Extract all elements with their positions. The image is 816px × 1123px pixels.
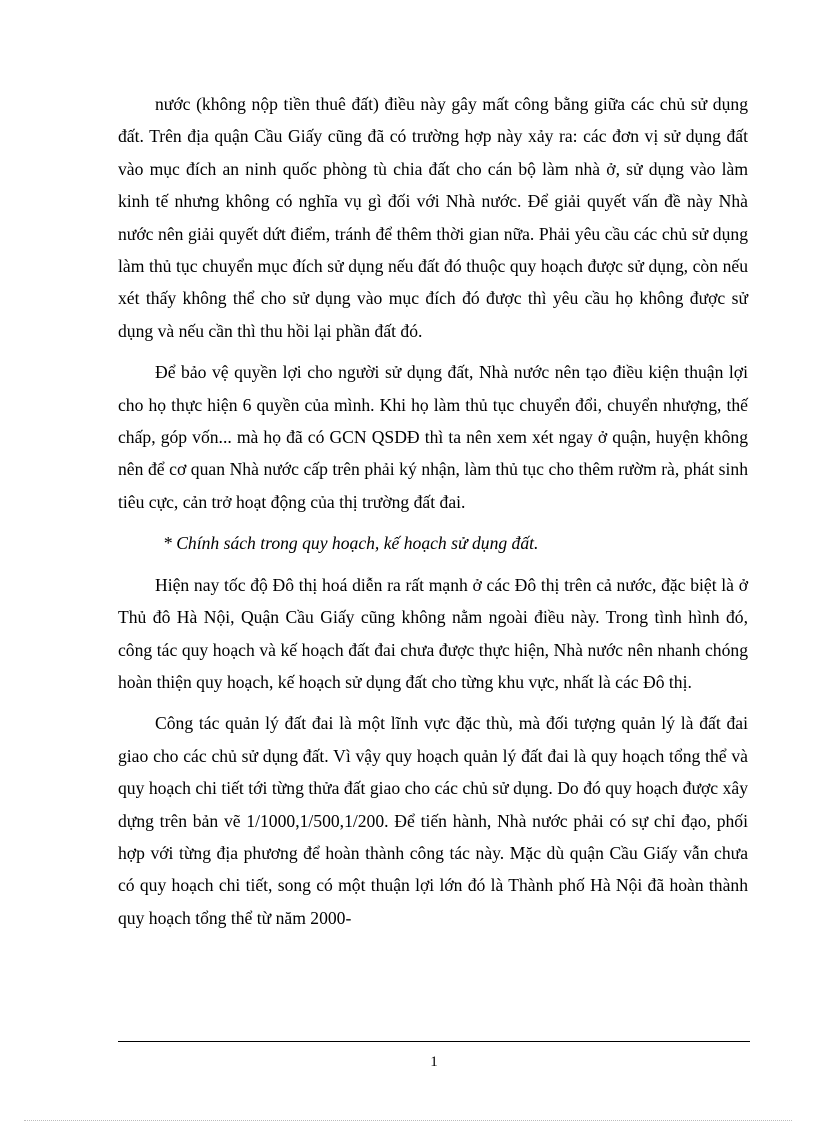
page-number: 1 [430,1054,438,1070]
paragraph-3: Hiện nay tốc độ Đô thị hoá diễn ra rất mạnh ở các Đô thị trên cả nước, đặc biệt là ở Thủ đô Hà Nội, Quận Cầu Giấy cũng không nằm ngoài điều này. Trong tình hình đó, công tác quy hoạch và kế hoạch đất đai chưa được thực hiện, Nhà nước nên nhanh chóng hoàn thiện quy hoạch, kế hoạch sử dụng đất cho từng khu vực, nhất là các Đô thị. [118,574,748,692]
paragraph-2: Để bảo vệ quyền lợi cho người sử dụng đất, Nhà nước nên tạo điều kiện thuận lợi cho họ thực hiện 6 quyền của mình. Khi họ làm thủ tục chuyển đổi, chuyển nhượng, thế chấp, góp vốn... mà họ đã có GCN QSDĐ thì ta nên xem xét ngay ở quận, huyện không nên để cơ quan Nhà nước cấp trên phải ký nhận, làm thủ tục cho thêm rườm rà, phát sinh tiêu cực, cản trở hoạt động của thị trường đất đai. [118,362,748,512]
page-bottom-edge [24,1120,792,1121]
paragraph-1: nước (không nộp tiền thuê đất) điều này gây mất công bằng giữa các chủ sử dụng đất. Trên địa quận Cầu Giấy cũng đã có trường hợp này xảy ra: các đơn vị sử dụng đất vào mục đích an ninh quốc phòng tù chia đất cho cán bộ làm nhà ở, sử dụng vào làm kinh tế nhưng không có nghĩa vụ gì đối với Nhà nước. Để giải quyết vấn đề này Nhà nước nên giải quyết dứt điểm, tránh để thêm thời gian nữa. Phải yêu cầu các chủ sử dụng làm thủ tục chuyển mục đích sử dụng nếu đất đó thuộc quy hoạch được sử dụng, còn nếu xét thấy không thể cho sử dụng vào mục đích đó được thì yêu cầu họ không được sử dụng và nếu cần thì thu hồi lại phần đất đó. [118,94,748,341]
paragraph-4: Công tác quản lý đất đai là một lĩnh vực đặc thù, mà đối tượng quản lý là đất đai giao cho các chủ sử dụng đất. Vì vậy quy hoạch quản lý đất đai là quy hoạch tổng thể và quy hoạch chi tiết tới từng thửa đất giao cho các chủ sử dụng. Do đó quy hoạch được xây dựng trên bản vẽ 1/1000,1/500,1/200. Để tiến hành, Nhà nước phải có sự chỉ đạo, phối hợp với từng địa phương để hoàn thành công tác này. Mặc dù quận Cầu Giấy vẫn chưa có quy hoạch chi tiết, song có một thuận lợi lớn đó là Thành phố Hà Nội đã hoàn thành quy hoạch tổng thể từ năm 2000- [118,713,748,928]
section-heading: * Chính sách trong quy hoạch, kế hoạch sử dụng đất. [163,533,539,554]
footer-divider [118,1041,750,1042]
page-body [118,88,748,943]
